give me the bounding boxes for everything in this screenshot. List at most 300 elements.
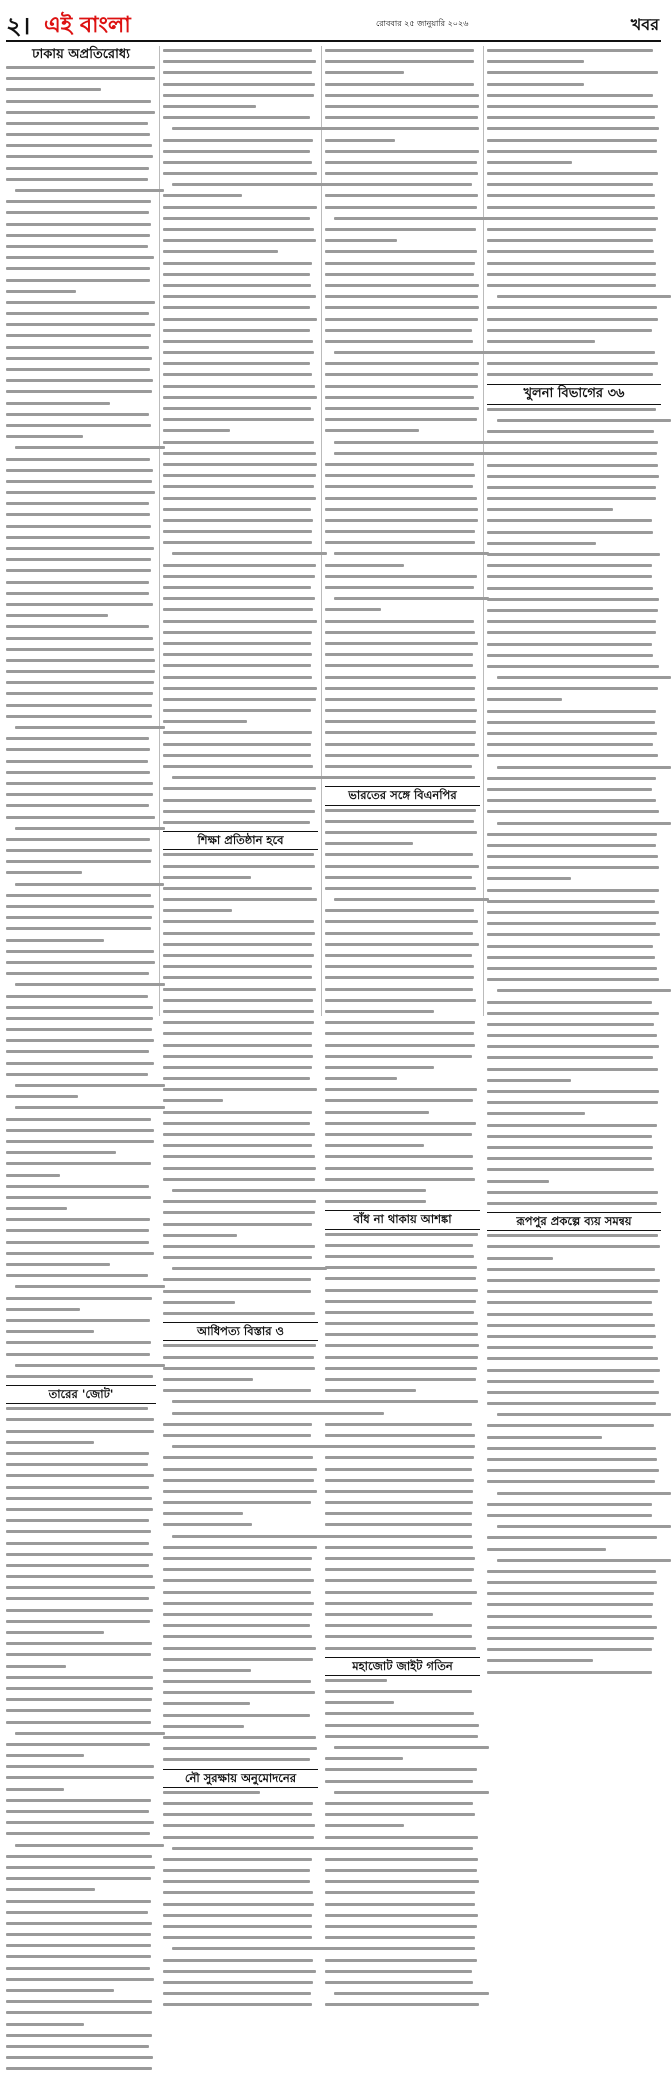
headline-col1-a: ঢাকায় অপ্রতিরোধ্য	[32, 47, 130, 62]
text-line	[6, 88, 156, 96]
text-line	[487, 1514, 661, 1522]
text-line	[325, 1400, 480, 1408]
text-line	[6, 1821, 156, 1829]
text-line	[6, 1989, 156, 1997]
text-line	[487, 1671, 661, 1679]
text-line	[163, 1301, 318, 1309]
text-line	[325, 441, 480, 449]
text-line	[6, 1900, 156, 1908]
text-line	[487, 1447, 661, 1455]
text-line	[487, 273, 661, 281]
text-line	[487, 351, 661, 359]
text-line	[487, 810, 661, 818]
text-line	[163, 1791, 318, 1799]
text-line	[163, 1367, 318, 1375]
text-line	[6, 1430, 156, 1438]
text-line	[325, 653, 480, 661]
text-line	[325, 262, 480, 270]
text-line	[325, 1412, 480, 1420]
text-line	[487, 508, 661, 516]
text-line	[325, 116, 480, 124]
text-line	[487, 1346, 661, 1354]
text-line	[163, 519, 318, 527]
text-line	[487, 1503, 661, 1511]
text-line	[487, 743, 661, 751]
text-line	[487, 1469, 661, 1477]
text-line	[487, 1458, 661, 1466]
text-line	[325, 586, 480, 594]
text-line	[6, 804, 156, 812]
text-line	[6, 1118, 156, 1126]
text-line	[325, 853, 480, 861]
text-line	[487, 1180, 661, 1188]
text-line	[325, 920, 480, 928]
publication-date: রোববার ২৫ জানুয়ারি ২০২৬	[376, 19, 469, 28]
text-line	[487, 1592, 661, 1600]
text-line	[163, 373, 318, 381]
text-line	[487, 419, 661, 427]
text-line	[6, 334, 156, 342]
text-line	[325, 1869, 480, 1877]
text-line	[325, 1690, 480, 1698]
text-line	[163, 1389, 318, 1397]
text-line	[163, 183, 318, 191]
text-line	[6, 1207, 156, 1215]
text-line	[163, 228, 318, 236]
text-line	[325, 1824, 480, 1832]
text-line	[325, 1490, 480, 1498]
text-line	[163, 1055, 318, 1063]
text-line	[163, 385, 318, 393]
text-line	[163, 1245, 318, 1253]
text-line	[325, 909, 480, 917]
text-line	[325, 1479, 480, 1487]
text-line	[163, 194, 318, 202]
text-line	[6, 458, 156, 466]
text-line	[487, 497, 661, 505]
headline-col1-b: তারের 'জোট'	[6, 1385, 156, 1404]
text-line	[487, 1202, 661, 1210]
text-line	[487, 822, 661, 830]
text-line	[487, 1012, 661, 1020]
text-line	[487, 217, 661, 225]
text-line	[325, 552, 480, 560]
text-line	[487, 1090, 661, 1098]
text-line	[325, 1535, 480, 1543]
text-line	[325, 1122, 480, 1130]
text-line	[6, 122, 156, 130]
text-line	[163, 1044, 318, 1052]
text-line	[6, 950, 156, 958]
text-line	[325, 497, 480, 505]
text-line	[487, 452, 661, 460]
text-line	[163, 1189, 318, 1197]
text-line	[325, 1367, 480, 1375]
text-line	[6, 1519, 156, 1527]
text-line	[163, 988, 318, 996]
text-line	[163, 452, 318, 460]
text-line	[163, 754, 318, 762]
text-line	[6, 1810, 156, 1818]
text-line	[163, 821, 318, 829]
text-line	[325, 1066, 480, 1074]
text-line	[163, 1122, 318, 1130]
text-line	[6, 144, 156, 152]
text-line	[487, 1357, 661, 1365]
text-line	[6, 1698, 156, 1706]
text-line	[6, 1106, 156, 1114]
text-line	[6, 1319, 156, 1327]
text-line	[325, 1836, 480, 1844]
text-line	[487, 1436, 661, 1444]
page-number: ২।	[6, 12, 31, 40]
text-line	[6, 692, 156, 700]
text-line	[6, 715, 156, 723]
text-line	[6, 1274, 156, 1282]
text-line	[6, 290, 156, 298]
text-line	[325, 1768, 480, 1776]
text-line	[325, 1813, 480, 1821]
text-line	[163, 1714, 318, 1722]
text-line	[163, 999, 318, 1007]
text-line	[163, 60, 318, 68]
text-line	[487, 654, 661, 662]
text-line	[487, 732, 661, 740]
text-line	[325, 318, 480, 326]
text-line	[325, 407, 480, 415]
text-line	[6, 614, 156, 622]
text-line	[487, 1659, 661, 1667]
text-line	[487, 1525, 661, 1533]
text-line	[325, 239, 480, 247]
text-line	[6, 1620, 156, 1628]
text-line	[487, 1603, 661, 1611]
text-line	[487, 1279, 661, 1287]
text-line	[6, 681, 156, 689]
text-line	[6, 189, 156, 197]
text-line	[6, 1676, 156, 1684]
text-line	[325, 988, 480, 996]
text-line	[6, 1911, 156, 1919]
text-line	[325, 1858, 480, 1866]
text-line	[163, 1512, 318, 1520]
text-line	[325, 1925, 480, 1933]
text-line	[487, 94, 661, 102]
text-line	[487, 1234, 661, 1242]
text-line	[325, 1077, 480, 1085]
text-line	[487, 911, 661, 919]
text-line	[325, 687, 480, 695]
text-line	[325, 340, 480, 348]
text-line	[325, 1992, 480, 2000]
text-line	[163, 139, 318, 147]
text-line	[325, 1947, 480, 1955]
text-line	[325, 597, 480, 605]
text-line	[487, 161, 661, 169]
text-line	[487, 1548, 661, 1556]
text-line	[163, 1579, 318, 1587]
text-line	[6, 502, 156, 510]
text-line	[6, 1452, 156, 1460]
text-line	[6, 1743, 156, 1751]
text-line	[325, 999, 480, 1007]
text-line	[6, 279, 156, 287]
text-line	[6, 558, 156, 566]
text-line	[163, 463, 318, 471]
text-line	[325, 1757, 480, 1765]
text-line	[325, 865, 480, 873]
text-line	[6, 525, 156, 533]
text-line	[163, 1880, 318, 1888]
text-line	[6, 368, 156, 376]
text-line	[487, 1413, 661, 1421]
text-line	[325, 1891, 480, 1899]
text-line	[163, 965, 318, 973]
text-line	[6, 1151, 156, 1159]
text-line	[163, 1178, 318, 1186]
text-line	[163, 1981, 318, 1989]
logo-name: এই বাংলা	[44, 13, 131, 38]
text-line	[163, 1501, 318, 1509]
text-line	[6, 1375, 156, 1383]
text-line	[6, 1062, 156, 1070]
text-line	[325, 1155, 480, 1163]
text-line	[163, 1356, 318, 1364]
text-line	[6, 1542, 156, 1550]
text-line	[6, 1050, 156, 1058]
text-line	[325, 1277, 480, 1285]
text-line	[487, 228, 661, 236]
text-line	[6, 1642, 156, 1650]
text-line	[487, 1135, 661, 1143]
text-line	[163, 608, 318, 616]
text-line	[6, 793, 156, 801]
text-line	[325, 709, 480, 717]
text-line	[6, 1297, 156, 1305]
text-line	[163, 1290, 318, 1298]
text-line	[163, 295, 318, 303]
text-line	[487, 676, 661, 684]
text-line	[6, 1006, 156, 1014]
text-line	[163, 1267, 318, 1275]
text-line	[487, 945, 661, 953]
text-line	[487, 1335, 661, 1343]
text-line	[6, 1586, 156, 1594]
text-line	[6, 1709, 156, 1717]
text-line	[325, 1088, 480, 1096]
text-line	[6, 1553, 156, 1561]
text-line	[487, 1290, 661, 1298]
text-line	[325, 1255, 480, 1263]
text-line	[487, 989, 661, 997]
article-body-col1-b	[6, 1407, 156, 2075]
text-line	[325, 519, 480, 527]
text-line	[325, 1099, 480, 1107]
text-line	[6, 637, 156, 645]
text-line	[163, 1211, 318, 1219]
text-line	[487, 900, 661, 908]
text-line	[325, 776, 480, 784]
text-line	[6, 1754, 156, 1762]
text-line	[6, 2011, 156, 2019]
text-line	[487, 933, 661, 941]
text-line	[487, 1124, 661, 1132]
text-line	[6, 1967, 156, 1975]
text-line	[6, 1944, 156, 1952]
text-line	[487, 408, 661, 416]
text-line	[487, 799, 661, 807]
text-line	[325, 1200, 480, 1208]
text-line	[325, 575, 480, 583]
text-line	[163, 943, 318, 951]
text-line	[6, 379, 156, 387]
text-line	[6, 860, 156, 868]
section-name: খবর	[630, 15, 659, 34]
text-line	[163, 284, 318, 292]
text-line	[163, 731, 318, 739]
text-line	[163, 1077, 318, 1085]
text-line	[163, 508, 318, 516]
text-line	[163, 552, 318, 560]
text-line	[163, 1021, 318, 1029]
text-line	[163, 876, 318, 884]
text-line	[487, 866, 661, 874]
text-line	[6, 357, 156, 365]
text-line	[325, 1333, 480, 1341]
text-line	[325, 2003, 480, 2011]
text-line	[6, 536, 156, 544]
text-line	[487, 587, 661, 595]
text-line	[6, 1039, 156, 1047]
text-line	[325, 1233, 480, 1241]
text-line	[325, 620, 480, 628]
text-line	[163, 1758, 318, 1766]
text-line	[163, 1624, 318, 1632]
text-line	[325, 418, 480, 426]
article-body-col4-top	[487, 49, 661, 382]
text-line	[487, 855, 661, 863]
text-line	[487, 1079, 661, 1087]
text-line	[6, 748, 156, 756]
text-line	[6, 323, 156, 331]
text-line	[6, 782, 156, 790]
headline-col3-b: বাঁধ না থাকায় আশঙ্কা	[325, 1210, 480, 1229]
text-line	[163, 429, 318, 437]
text-line	[325, 396, 480, 404]
text-line	[325, 1378, 480, 1386]
text-line	[325, 1311, 480, 1319]
text-line	[325, 1591, 480, 1599]
text-line	[325, 1568, 480, 1576]
text-line	[325, 530, 480, 538]
text-line	[6, 469, 156, 477]
text-line	[6, 1162, 156, 1170]
text-line	[163, 1066, 318, 1074]
text-line	[325, 306, 480, 314]
text-line	[163, 1947, 318, 1955]
text-line	[487, 698, 661, 706]
text-line	[6, 771, 156, 779]
text-line	[6, 402, 156, 410]
text-line	[325, 329, 480, 337]
text-line	[6, 346, 156, 354]
text-line	[325, 1300, 480, 1308]
text-line	[325, 183, 480, 191]
text-line	[6, 648, 156, 656]
text-line	[325, 1322, 480, 1330]
column-4	[487, 46, 661, 1229]
text-line	[325, 1111, 480, 1119]
text-line	[487, 127, 661, 135]
text-line	[6, 1564, 156, 1572]
text-line	[163, 1736, 318, 1744]
text-line	[6, 1129, 156, 1137]
text-line	[487, 553, 661, 561]
text-line	[325, 1914, 480, 1922]
text-line	[163, 396, 318, 404]
text-line	[6, 1832, 156, 1840]
text-line	[163, 743, 318, 751]
text-line	[6, 1174, 156, 1182]
text-line	[163, 954, 318, 962]
text-line	[6, 1441, 156, 1449]
text-line	[163, 1546, 318, 1554]
text-line	[487, 1380, 661, 1388]
text-line	[163, 1445, 318, 1453]
text-line	[325, 831, 480, 839]
text-line	[325, 1434, 480, 1442]
text-line	[6, 670, 156, 678]
text-line	[487, 1191, 661, 1199]
text-line	[6, 211, 156, 219]
text-line	[487, 1492, 661, 1500]
text-line	[6, 2023, 156, 2031]
text-line	[163, 1680, 318, 1688]
text-line	[487, 531, 661, 539]
text-line	[487, 1056, 661, 1064]
text-line	[487, 1648, 661, 1656]
text-line	[325, 1735, 480, 1743]
text-line	[6, 581, 156, 589]
text-line	[6, 178, 156, 186]
text-line	[6, 1877, 156, 1885]
text-line	[325, 351, 480, 359]
text-line	[6, 1474, 156, 1482]
text-line	[6, 961, 156, 969]
text-line	[325, 194, 480, 202]
text-line	[6, 1732, 156, 1740]
text-line	[6, 1844, 156, 1852]
text-line	[325, 1189, 480, 1197]
text-line	[6, 312, 156, 320]
text-line	[487, 83, 661, 91]
text-line	[487, 1570, 661, 1578]
text-line	[487, 340, 661, 348]
text-line	[163, 497, 318, 505]
text-line	[6, 592, 156, 600]
text-line	[487, 284, 661, 292]
text-line	[487, 1257, 661, 1265]
text-line	[163, 116, 318, 124]
text-line	[325, 49, 480, 57]
text-line	[163, 1133, 318, 1141]
text-line	[487, 1581, 661, 1589]
text-line	[163, 932, 318, 940]
text-line	[6, 1866, 156, 1874]
text-line	[6, 972, 156, 980]
text-line	[163, 1278, 318, 1286]
text-line	[325, 1468, 480, 1476]
